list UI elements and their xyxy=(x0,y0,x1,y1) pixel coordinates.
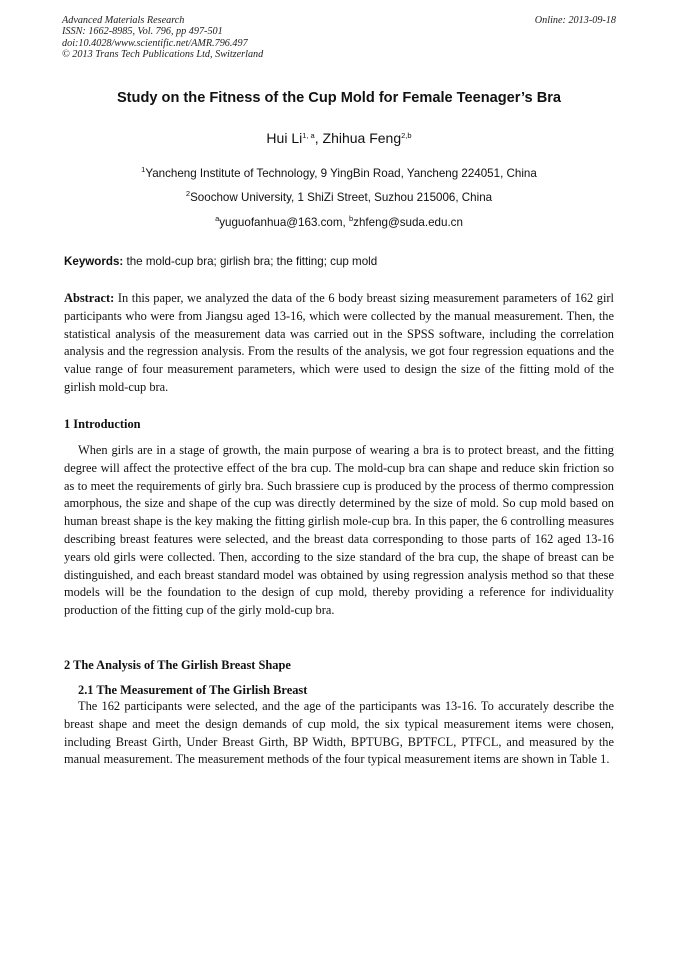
journal-doi: doi:10.4028/www.scientific.net/AMR.796.497 xyxy=(62,37,248,49)
email-sup: a xyxy=(215,214,220,223)
affiliation-text: Yancheng Institute of Technology, 9 YingBin Road, Yancheng 224051, China xyxy=(145,167,537,180)
author-sup: 2,b xyxy=(401,131,412,140)
abstract-label: Abstract: xyxy=(64,291,115,305)
email-address: yuguofanhua@163.com, xyxy=(219,216,346,229)
journal-info xyxy=(62,15,263,61)
email-sup: b xyxy=(348,214,354,223)
journal-issn: ISSN: 1662-8985, Vol. 796, pp 497-501 xyxy=(62,26,223,38)
keywords xyxy=(64,255,377,268)
journal-name: Advanced Materials Research xyxy=(62,15,185,26)
abstract-text: In this paper, we analyzed the data of the 6 body breast sizing measurement parameters of 162 girl participants who were from Jiangsu aged 13-16, which were collected by the manual measurement. Then, the statistical analysis of the measurement data was carried out in the SPSS software, including the correlation analysis and the regression analysis. From the results of the analysis, we got four regression equations and the value range of four measurement parameters, which were used to design the size of the fitting mold of the girlish mold-cup bra. xyxy=(64,291,614,394)
affiliation-text: Soochow University, 1 ShiZi Street, Suzhou 215006, China xyxy=(190,191,493,204)
affiliation-sup: 1 xyxy=(141,165,146,174)
email-line xyxy=(0,216,678,229)
affiliation xyxy=(0,167,678,180)
author-separator: , xyxy=(314,130,323,146)
online-date: Online: 2013-09-18 xyxy=(534,15,616,26)
journal-copyright: © 2013 Trans Tech Publications Ltd, Switzerland xyxy=(62,49,264,61)
author-name: Hui Li xyxy=(266,130,303,146)
author-list xyxy=(0,130,678,146)
section-body: When girls are in a stage of growth, the main purpose of wearing a bra is to protect breast, and the fitting degree will affect the protective effect of the bra cup. The mold-cup bra can shape and reduce skin friction so as to meet the requirements of girly bra. Such brassiere cup is produced by the process of thermo compression amorphous, the size and shape of the cup was directly determined by the size of mold. So cup mold based on human breast shape is the key making the fitting girlish mole-cup bra. In this paper, the 6 controlling measures describing breast features were selected, and the breast data corresponding to those parts of 162 aged 13-16 years old girls were collected. Then, according to the size standard of the bra cup, the shape of breast can be distinguished, and each breast standard model was obtained by using regression analysis method so that these models will be the foundation to the design of cup mold, thereby providing a reference for individuality production of the fitting cup of the girly mold-cup bra. xyxy=(64,443,614,618)
paper-title: Study on the Fitness of the Cup Mold for Female Teenager’s Bra xyxy=(116,90,562,106)
keywords-label: Keywords: xyxy=(64,255,124,268)
subsection-body: The 162 participants were selected, and the age of the participants was 13-16. To accurately describe the breast shape and meet the design demands of cup mold, the six typical measurement items were chosen, including Breast Girth, Under Breast Girth, BP Width, BPTUBG, BPTFCL, PTFCL, and measured by the manual measurement. The measurement methods of the four typical measurement items are shown in Table 1. xyxy=(64,699,614,767)
section-heading: 1 Introduction xyxy=(64,417,141,431)
subsection-heading: 2.1 The Measurement of The Girlish Breast xyxy=(78,683,308,697)
abstract xyxy=(64,290,614,397)
keywords-text: the mold-cup bra; girlish bra; the fitting; cup mold xyxy=(126,255,378,268)
author-name: Zhihua Feng xyxy=(322,130,402,146)
author-sup: 1, a xyxy=(302,131,315,140)
section-heading: 2 The Analysis of The Girlish Breast Shape xyxy=(64,658,291,672)
affiliation xyxy=(0,191,678,204)
affiliation-sup: 2 xyxy=(185,189,191,198)
email-address: zhfeng@suda.edu.cn xyxy=(353,216,463,229)
